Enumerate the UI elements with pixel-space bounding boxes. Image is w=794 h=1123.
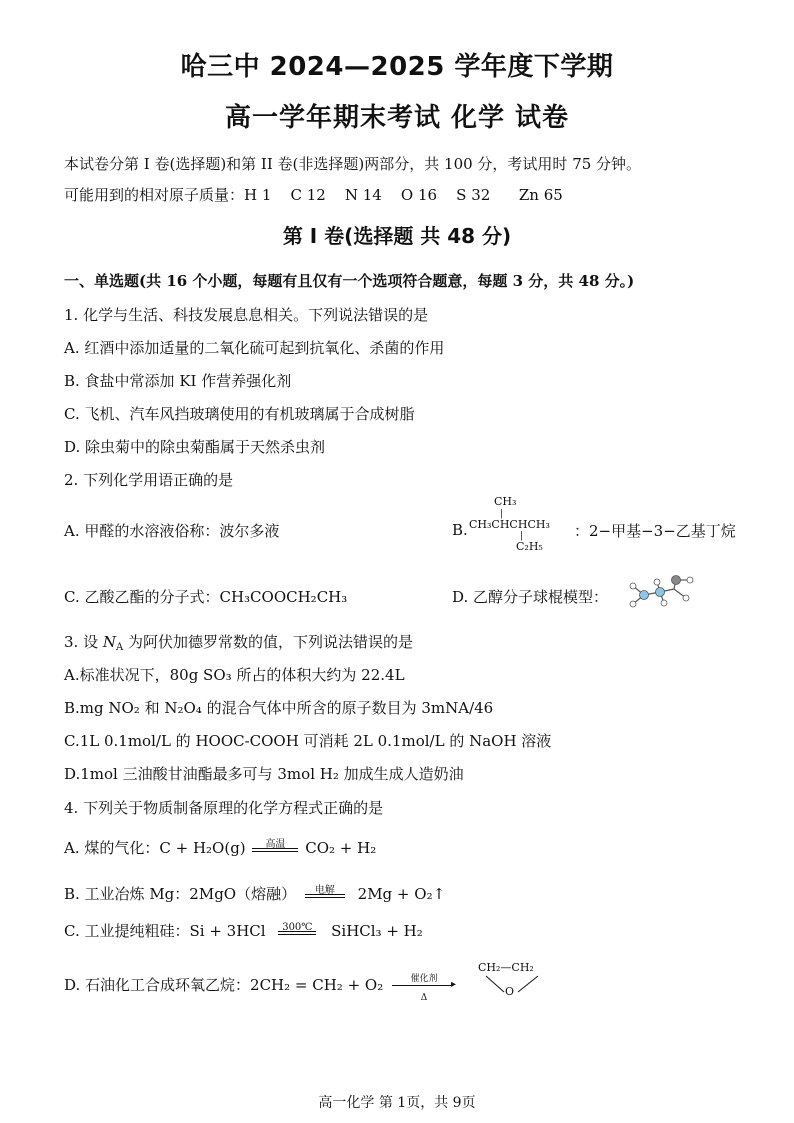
q3-option-a: A.标准状况下，80g SO₃ 所占的体积大约为 22.4L [64,666,405,684]
intro-line2: 可能用到的相对原子质量：H 1 C 12 N 14 O 16 S 32 Zn 65 [64,186,563,204]
q4-option-d: D. 石油化工合成环氧乙烷：2CH₂ = CH₂ + O₂ 催化剂 ▸ Δ [64,974,457,1003]
ethylene-oxide-top: CH₂—CH₂ [478,961,534,974]
ethylene-oxide-structure [476,960,556,1002]
q2-b-bond-down: | [520,531,524,541]
q4-option-c: C. 工业提纯粗硅：Si + 3HCl 300℃ SiHCl₃ + H₂ [64,922,423,940]
q4-a-arrow: 高温 [252,844,298,854]
q2-option-a: A. 甲醛的水溶液俗称：波尔多液 [64,522,280,540]
q1-option-c: C. 飞机、汽车风挡玻璃使用的有机玻璃属于合成树脂 [64,405,415,423]
q3-stem: 3. 设 $N_A$ 为阿伏加德罗常数的值，下列说法错误的是 [64,633,413,653]
section-title: 第 I 卷(选择题 共 48 分) [282,224,512,248]
q4-stem: 4. 下列关于物质制备原理的化学方程式正确的是 [64,799,384,817]
q2-option-b [452,494,752,556]
exam-title-line2: 高一学年期末考试 化学 试卷 [224,103,570,133]
q4-c-arrow: 300℃ [278,927,316,937]
q3-option-b: B.mg NO₂ 和 N₂O₄ 的混合气体中所含的原子数目为 3mNA/46 [64,699,494,717]
q3-option-d: D.1mol 三油酸甘油酯最多可与 3mol H₂ 加成生成人造奶油 [64,765,464,783]
q1-option-a: A. 红酒中添加适量的二氧化硫可起到抗氧化、杀菌的作用 [64,339,445,357]
q2-b-ethyl-branch: C₂H₅ [516,540,543,553]
q2-b-main-chain: CH₃CHCHCH₃ [469,518,550,531]
q1-stem: 1. 化学与生活、科技发展息息相关。下列说法错误的是 [64,306,429,324]
q4-d-arrow: 催化剂 ▸ Δ [392,979,456,993]
q2-b-methyl-branch: CH₃ [494,495,517,508]
q4-b-arrow: 电解 [305,890,345,900]
q2-b-bond-up: | [500,509,504,519]
page-footer: 高一化学 第 1页，共 9页 [318,1095,476,1111]
q2-b-name: ：2−甲基−3−乙基丁烷 [574,522,736,540]
part-heading: 一、单选题(共 16 个小题，每题有且仅有一个选项符合题意，每题 3 分，共 48 分。) [64,272,635,290]
exam-title-line1: 哈三中 2024—2025 学年度下学期 [180,52,614,82]
q4-option-a: A. 煤的气化：C + H₂O(g) 高温 CO₂ + H₂ [64,839,377,857]
intro-line1: 本试卷分第 I 卷(选择题)和第 II 卷(非选择题)两部分，共 100 分，考试用时 75 分钟。 [64,155,642,173]
q2-option-d: D. 乙醇分子球棍模型： [452,588,609,606]
ethylene-oxide-oxygen: O [505,985,515,998]
q2-stem: 2. 下列化学用语正确的是 [64,471,234,489]
q4-option-b: B. 工业冶炼 Mg：2MgO（熔融） 电解 2Mg + O₂↑ [64,885,446,903]
q1-option-d: D. 除虫菊中的除虫菊酯属于天然杀虫剂 [64,438,326,456]
ethanol-ball-stick-model [624,574,696,610]
q1-option-b: B. 食盐中常添加 KI 作营养强化剂 [64,372,292,390]
q2-option-b-letter: B. [452,521,468,539]
q2-option-c: C. 乙酸乙酯的分子式：CH₃COOCH₂CH₃ [64,588,348,606]
q3-option-c: C.1L 0.1mol/L 的 HOOC-COOH 可消耗 2L 0.1mol/L 的 NaOH 溶液 [64,732,552,750]
